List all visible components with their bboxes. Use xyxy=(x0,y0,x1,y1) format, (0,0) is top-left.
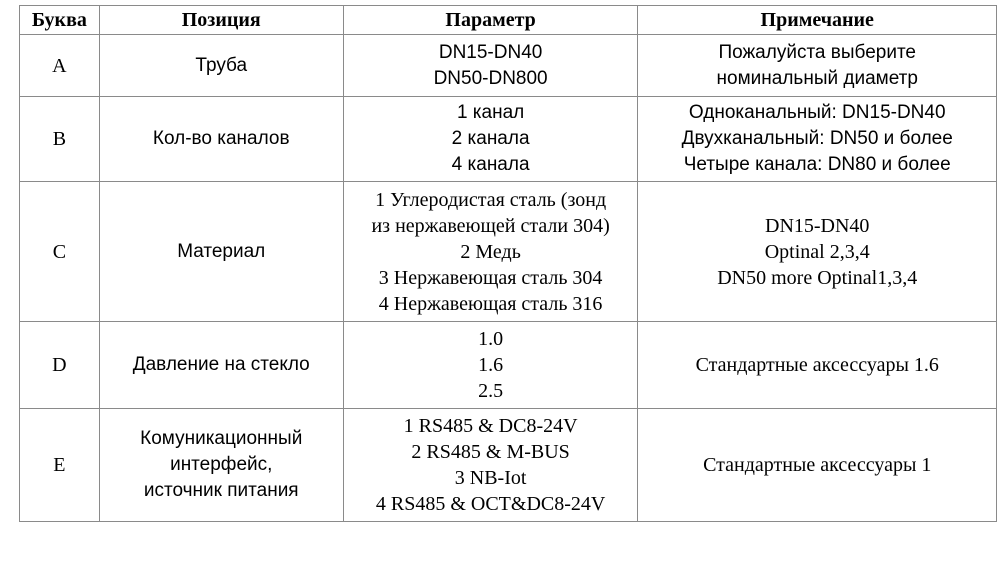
text-line: 3 NB-Iot xyxy=(454,467,527,489)
text-line: Двухканальный: DN50 и более xyxy=(681,128,953,149)
header-position: Позиция xyxy=(99,6,343,35)
cell-position xyxy=(99,409,343,522)
text-line: 1 RS485 & DC8-24V xyxy=(403,415,578,437)
header-row xyxy=(20,6,997,35)
cell-parameter xyxy=(343,35,638,97)
text-line: Кол-во каналов xyxy=(152,128,290,149)
cell-note xyxy=(638,182,997,322)
header-parameter: Параметр xyxy=(343,6,638,35)
cell-note xyxy=(638,409,997,522)
text-line: 1 канал xyxy=(456,102,525,123)
text-line: DN50-DN800 xyxy=(433,67,548,89)
cell-letter: B xyxy=(20,97,100,182)
specification-table xyxy=(19,5,997,522)
cell-note xyxy=(638,35,997,97)
cell-parameter xyxy=(343,409,638,522)
cell-position xyxy=(99,97,343,182)
cell-letter: A xyxy=(20,35,100,97)
text-line: Стандартные аксессуары 1.6 xyxy=(695,354,939,376)
table-row xyxy=(20,182,997,322)
text-line: 2 канала xyxy=(451,128,530,149)
table-row xyxy=(20,97,997,182)
cell-position xyxy=(99,35,343,97)
header-note: Примечание xyxy=(638,6,997,35)
text-line: источник питания xyxy=(143,480,299,501)
text-line: 4 RS485 & OCT&DC8-24V xyxy=(375,493,606,515)
cell-parameter xyxy=(343,182,638,322)
cell-parameter xyxy=(343,97,638,182)
text-line: 2.5 xyxy=(478,380,504,402)
text-line: Материал xyxy=(177,240,266,262)
cell-letter: D xyxy=(20,322,100,409)
text-line: Optinal 2,3,4 xyxy=(764,240,870,263)
text-line: 1 Углеродистая сталь (зонд xyxy=(375,188,607,211)
cell-note xyxy=(638,97,997,182)
text-line: Труба xyxy=(195,54,248,76)
text-line: DN15-DN40 xyxy=(765,214,870,237)
text-line: DN15-DN40 xyxy=(438,41,543,63)
table-row xyxy=(20,322,997,409)
text-line: интерфейс, xyxy=(170,454,273,475)
text-line: 2 RS485 & M-BUS xyxy=(411,441,570,463)
cell-parameter xyxy=(343,322,638,409)
cell-letter: E xyxy=(20,409,100,522)
text-line: 4 канала xyxy=(451,154,530,175)
text-line: номинальный диаметр xyxy=(716,67,918,89)
text-line: 2 Медь xyxy=(460,240,521,263)
cell-position xyxy=(99,182,343,322)
text-line: Стандартные аксессуары 1 xyxy=(703,454,932,476)
cell-note xyxy=(638,322,997,409)
text-line: 1.0 xyxy=(478,328,504,350)
text-line: DN50 more Optinal1,3,4 xyxy=(717,266,918,289)
text-line: Четыре канала: DN80 и более xyxy=(683,154,951,175)
text-line: Пожалуйста выберите xyxy=(718,41,916,63)
table-row xyxy=(20,35,997,97)
text-line: Давление на стекло xyxy=(132,354,310,375)
text-line: 3 Нержавеющая сталь 304 xyxy=(378,266,603,289)
text-line: 4 Нержавеющая сталь 316 xyxy=(378,292,603,315)
table-row xyxy=(20,409,997,522)
text-line: Одноканальный: DN15-DN40 xyxy=(688,102,946,123)
text-line: Комуникационный xyxy=(140,428,303,449)
text-line: из нержавеющей стали 304) xyxy=(371,214,610,237)
cell-position xyxy=(99,322,343,409)
text-line: 1.6 xyxy=(478,354,504,376)
header-letter: Буква xyxy=(20,6,100,35)
cell-letter: C xyxy=(20,182,100,322)
